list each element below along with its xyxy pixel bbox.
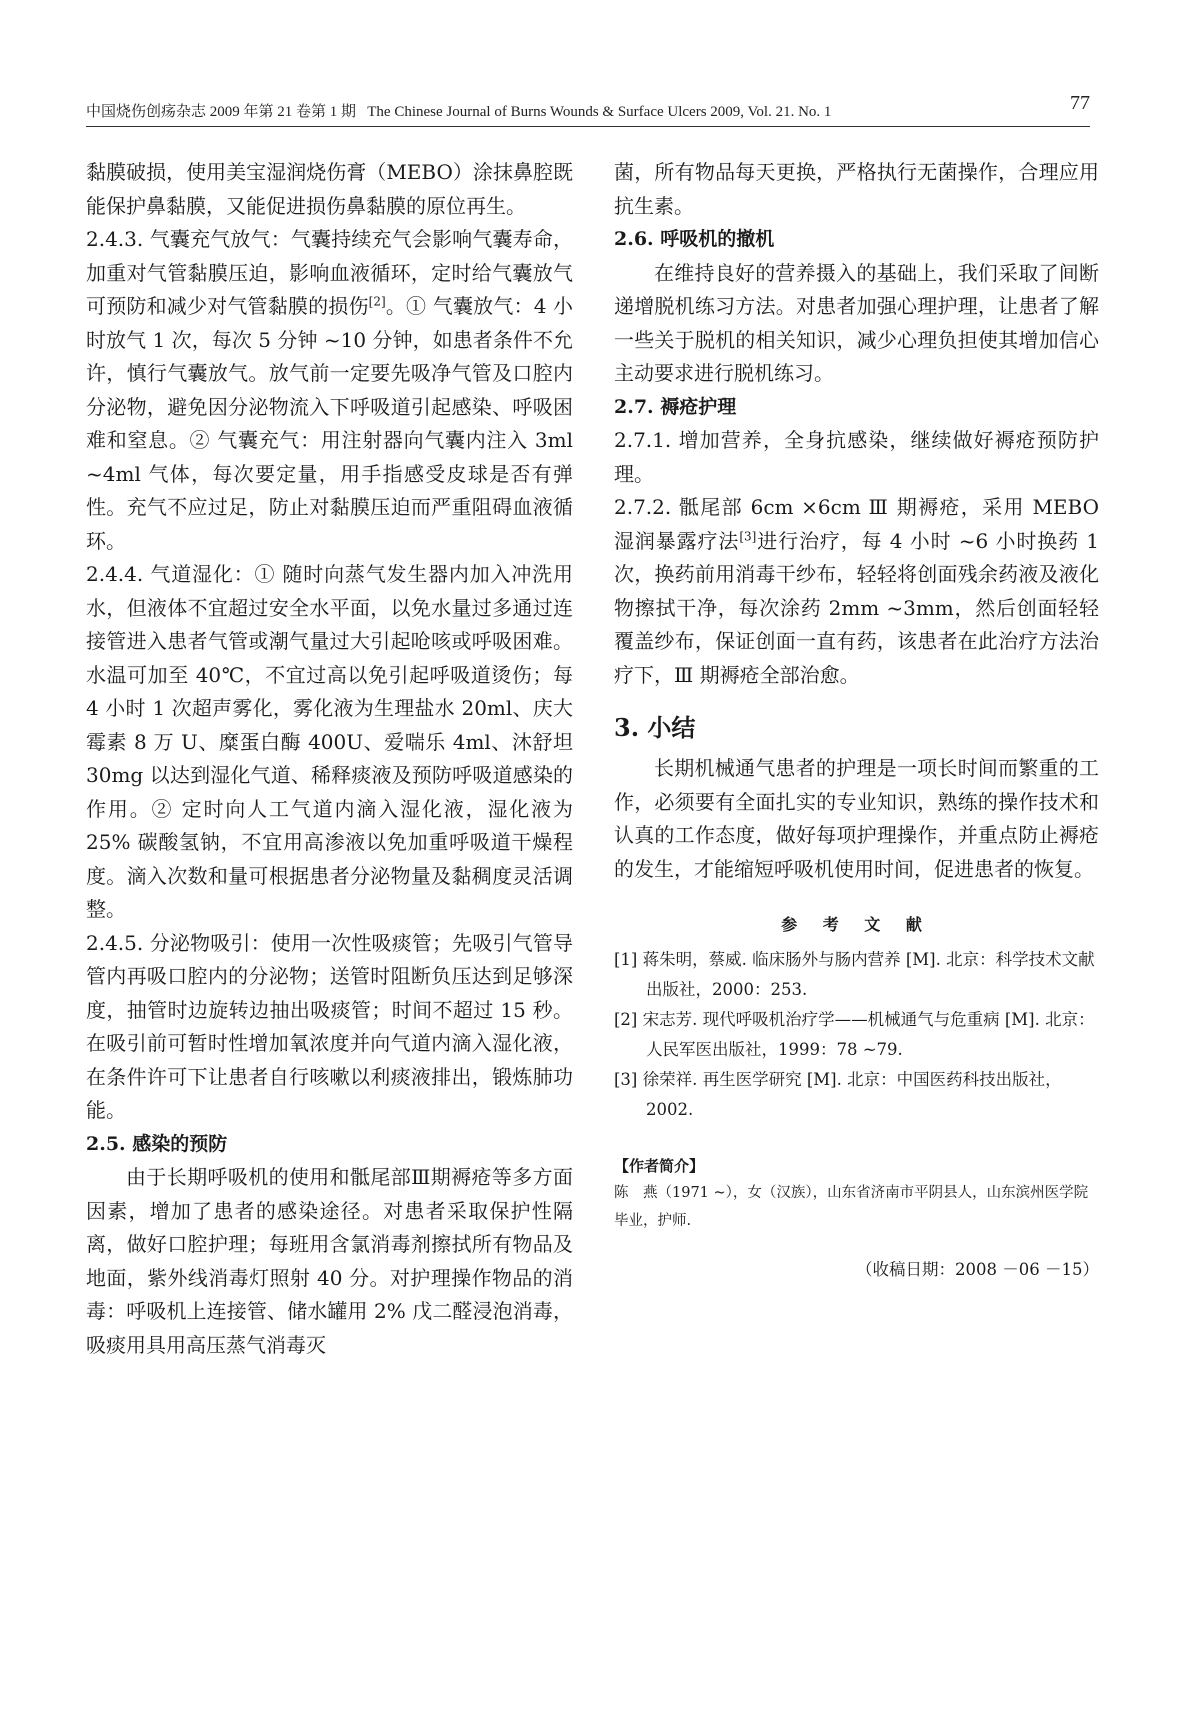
- paragraph-infection-prevention: 由于长期呼吸机的使用和骶尾部Ⅲ期褥疮等多方面因素，增加了患者的感染途径。对患者采取保护性隔离，做好口腔护理；每班用含氯消毒剂擦拭所有物品及地面，紫外线消毒灯照射 40 分。对护理操作物品的消毒：呼吸机上连接管、储水罐用 2% 戊二醛浸泡消毒，吸痰用具用高压蒸气消毒灭: [86, 1165, 573, 1357]
- received-date: （收稿日期：2008 －06 －15）: [856, 1260, 1099, 1279]
- page-number: 77: [1070, 92, 1090, 114]
- right-column: [614, 156, 1099, 1283]
- running-header: [86, 92, 1090, 127]
- author-bio: 陈 燕（1971 ~），女（汉族），山东省济南市平阴县人，山东滨州医学院毕业，护师.: [614, 1185, 1089, 1229]
- citation-3: [3]: [739, 528, 757, 543]
- reference-item: [2] 宋志芳. 现代呼吸机治疗学——机械通气与危重病 [M]. 北京：人民军医出版社，1999：78 ~79.: [614, 1010, 1095, 1059]
- heading-3-summary: 3. 小结: [614, 713, 696, 742]
- paragraph-continuation: 菌，所有物品每天更换，严格执行无菌操作，合理应用抗生素。: [614, 160, 1099, 218]
- citation-2: [2]: [368, 294, 386, 309]
- section-2-7-1: 2.7.1. 增加营养，全身抗感染，继续做好褥疮预防护理。: [614, 428, 1099, 486]
- reference-item: [1] 蒋朱明，蔡威. 临床肠外与肠内营养 [M]. 北京：科学技术文献出版社，2000：253.: [614, 950, 1095, 999]
- left-column: [86, 156, 573, 1362]
- section-2-4-3: 2.4.3. 气囊充气放气：气囊持续充气会影响气囊寿命，加重对气管黏膜压迫，影响血液循环，定时给气囊放气可预防和减少对气管黏膜的损伤[2]。① 气囊放气：4 小时放气 1 次，每次 5 分钟 ~10 分钟，如患者条件不允许，慎行气囊放气。放气前一定要先吸净气管及口腔内分泌物，避免因分泌物流入下呼吸道引起感染、呼吸困难和窒息。② 气囊充气：用注射器向气囊内注入 3ml ~4ml 气体，每次要定量，用手指感受皮球是否有弹性。充气不应过足，防止对黏膜压迫而严重阻碍血液循环。: [86, 227, 573, 553]
- section-2-4-4: 2.4.4. 气道湿化：① 随时向蒸气发生器内加入冲洗用水，但液体不宜超过安全水平面，以免水量过多通过连接管进入患者气管或潮气量过大引起呛咳或呼吸困难。水温可加至 40℃，不宜过高以免引起呼吸道烫伤；每 4 小时 1 次超声雾化，雾化液为生理盐水 20ml、庆大霉素 8 万 U、糜蛋白酶 400U、爱喘乐 4ml、沐舒坦 30mg 以达到湿化气道、稀释痰液及预防呼吸道感染的作用。② 定时向人工气道内滴入湿化液，湿化液为 25% 碳酸氢钠，不宜用高渗液以免加重呼吸道干燥程度。滴入次数和量可根据患者分泌物量及黏稠度灵活调整。: [86, 562, 573, 921]
- heading-2-5: 2.5. 感染的预防: [86, 1132, 228, 1155]
- heading-2-7: 2.7. 褥疮护理: [614, 395, 737, 418]
- section-2-7-2: 2.7.2. 骶尾部 6cm ×6cm Ⅲ 期褥疮，采用 MEBO 湿润暴露疗法[3]进行治疗，每 4 小时 ~6 小时换药 1 次，换药前用消毒干纱布，轻轻将创面残余药液及液化物擦拭干净，每次涂药 2mm ~3mm，然后创面轻轻覆盖纱布，保证创面一直有药，该患者在此治疗方法治疗下，Ⅲ 期褥疮全部治愈。: [614, 495, 1100, 687]
- journal-title-en: The Chinese Journal of Burns Wounds & Surface Ulcers 2009, Vol. 21. No. 1: [367, 104, 832, 120]
- author-bio-heading: 【作者简介】: [614, 1157, 705, 1175]
- paragraph-weaning: 在维持良好的营养摄入的基础上，我们采取了间断递增脱机练习方法。对患者加强心理护理，让患者了解一些关于脱机的相关知识，减少心理负担使其增加信心主动要求进行脱机练习。: [614, 260, 1099, 385]
- section-2-4-5: 2.4.5. 分泌物吸引：使用一次性吸痰管；先吸引气管导管内再吸口腔内的分泌物；送管时阻断负压达到足够深度，抽管时边旋转边抽出吸痰管；时间不超过 15 秒。在吸引前可暂时性增加氧浓度并向气道内滴入湿化液，在条件许可下让患者自行咳嗽以利痰液排出，锻炼肺功能。: [86, 930, 573, 1122]
- reference-item: [3] 徐荣祥. 再生医学研究 [M]. 北京：中国医药科技出版社，2002.: [614, 1070, 1062, 1119]
- paragraph-summary: 长期机械通气患者的护理是一项长时间而繁重的工作，必须要有全面扎实的专业知识，熟练的操作技术和认真的工作态度，做好每项护理操作，并重点防止褥疮的发生，才能缩短呼吸机使用时间，促进患者的恢复。: [614, 756, 1099, 881]
- journal-title-cn: 中国烧伤创疡杂志 2009 年第 21 卷第 1 期: [86, 104, 357, 120]
- heading-2-6: 2.6. 呼吸机的撤机: [614, 228, 775, 250]
- references-title: 参 考 文 献: [781, 915, 932, 934]
- paragraph-mebo-nasal: 黏膜破损，使用美宝湿润烧伤膏（MEBO）涂抹鼻腔既能保护鼻黏膜，又能促进损伤鼻黏膜的原位再生。: [86, 160, 573, 218]
